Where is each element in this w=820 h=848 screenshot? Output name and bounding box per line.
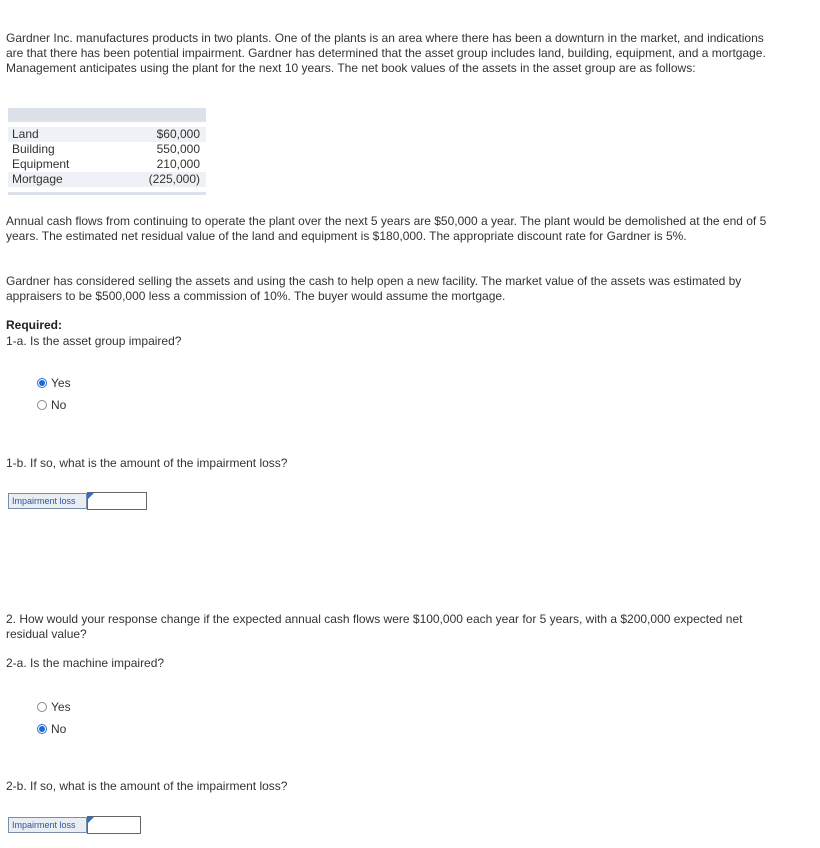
sale-paragraph: Gardner has considered selling the assets and using the cash to help open a new facility. The market value of the assets was estimated by appraisers to be $500,000 less a commission of 10%. The buyer would assume the mortgage. <box>6 274 742 303</box>
question-2b: 2-b. If so, what is the amount of the impairment loss? <box>6 779 288 793</box>
q2b-answer-row <box>8 816 141 834</box>
table-row <box>8 127 206 142</box>
impairment-loss-label: Impairment loss <box>8 493 87 509</box>
asset-label: Land <box>12 127 39 141</box>
cash-flow-paragraph: Annual cash flows from continuing to operate the plant over the next 5 years are $50,000 a year. The plant would be demolished at the end of 5 years. The estimated net residual value of the land and equipment is $180,000. The appropriate discount rate for Gardner is 5%. <box>6 214 767 243</box>
asset-value: $60,000 <box>156 127 200 141</box>
question-1a: 1-a. Is the asset group impaired? <box>6 334 182 348</box>
q1b-answer-row <box>8 492 147 510</box>
radio-button-checked[interactable] <box>37 724 47 734</box>
asset-value: (225,000) <box>148 172 200 186</box>
option-label: No <box>51 397 67 412</box>
asset-value: 550,000 <box>156 142 200 156</box>
question-2a: 2-a. Is the machine impaired? <box>6 656 165 670</box>
asset-label: Equipment <box>12 157 70 171</box>
radio-button[interactable] <box>37 702 47 712</box>
impairment-loss-input-2b[interactable] <box>87 816 141 834</box>
question-1b: 1-b. If so, what is the amount of the impairment loss? <box>6 456 288 470</box>
required-heading: Required: <box>6 318 63 332</box>
option-label: No <box>51 721 67 736</box>
q1a-yes-option[interactable] <box>37 375 71 391</box>
question-2: 2. How would your response change if the expected annual cash flows were $100,000 each year for 5 years, with a $200,000 expected net residual value? <box>6 612 743 641</box>
asset-table <box>8 108 206 195</box>
q2a-no-option[interactable] <box>37 721 66 737</box>
table-row <box>8 142 206 157</box>
radio-button[interactable] <box>37 400 47 410</box>
option-label: Yes <box>51 375 71 390</box>
asset-label: Building <box>12 142 55 156</box>
asset-value: 210,000 <box>156 157 200 171</box>
impairment-loss-input-1b[interactable] <box>87 492 147 510</box>
intro-paragraph: Gardner Inc. manufactures products in two plants. One of the plants is an area where there has been a downturn in the market, and indications are that there has been potential impairment. Gardner has determined that the asset group includes land, building, equipment, and a mortgage. Management anticipates using the plant for the next 10 years. The net book values of the assets in the asset group are as follows: <box>6 31 766 75</box>
asset-label: Mortgage <box>12 172 63 186</box>
impairment-loss-label: Impairment loss <box>8 817 87 833</box>
option-label: Yes <box>51 699 71 714</box>
table-row <box>8 172 206 187</box>
q2a-yes-option[interactable] <box>37 699 71 715</box>
q1a-no-option[interactable] <box>37 397 66 413</box>
radio-button-checked[interactable] <box>37 378 47 388</box>
table-row <box>8 157 206 172</box>
